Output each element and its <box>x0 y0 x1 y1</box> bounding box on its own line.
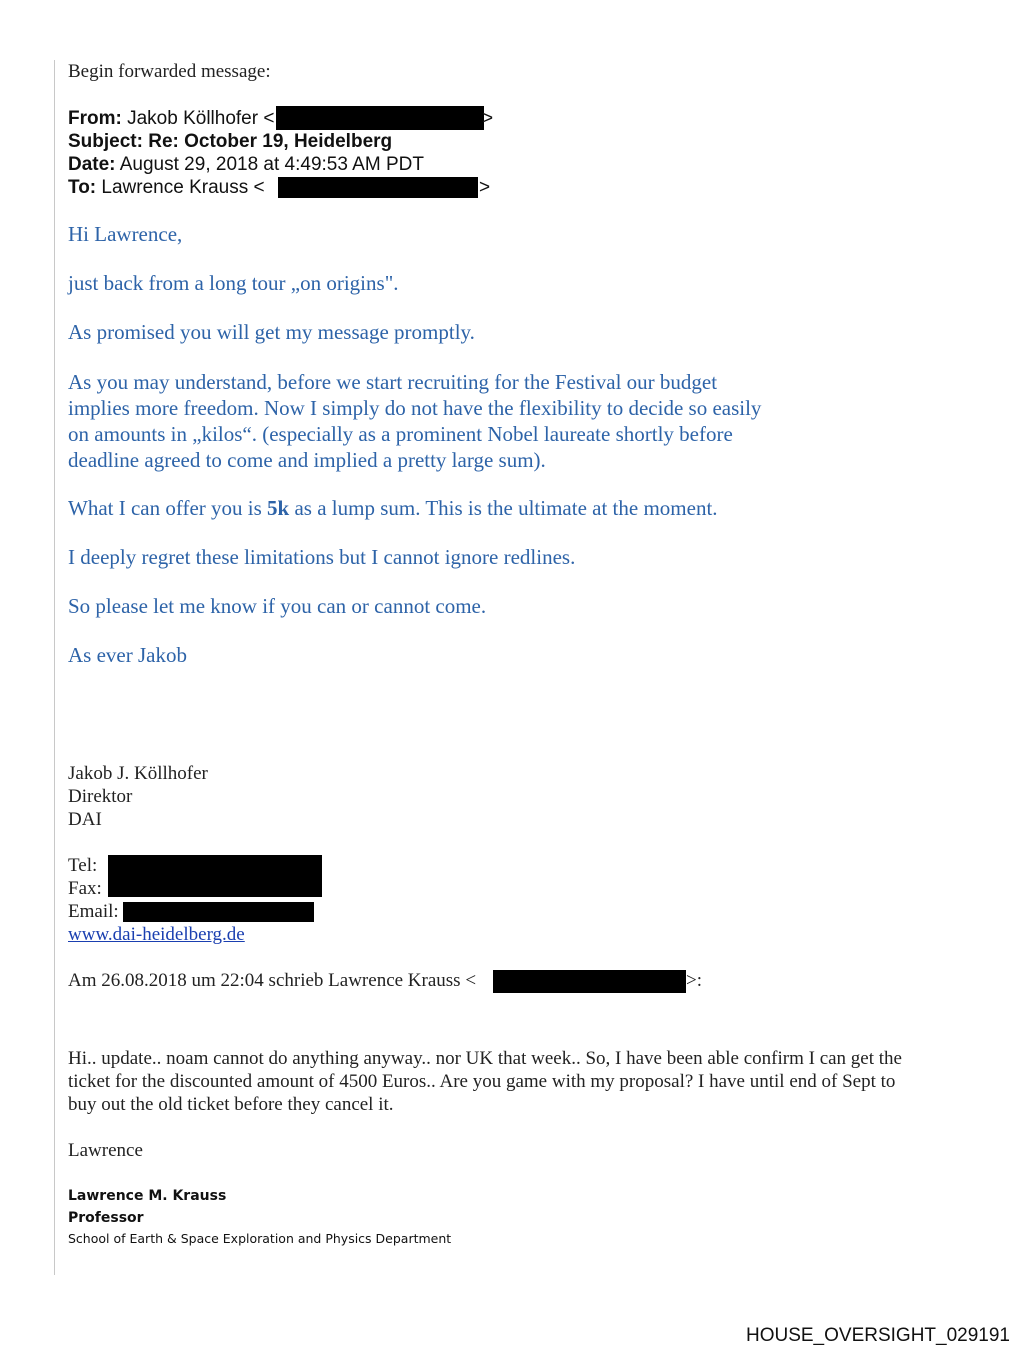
quoted-sig-name: Lawrence M. Krauss <box>68 1188 227 1204</box>
quoted-body <box>68 1047 902 1116</box>
email-label: Email: <box>68 901 119 922</box>
redaction-from-email <box>276 106 484 130</box>
from-value: Jakob Köllhofer < <box>127 108 275 129</box>
body-paragraph-5: I deeply regret these limitations but I cannot ignore redlines. <box>68 545 576 569</box>
subject-label: Subject: <box>68 131 143 152</box>
body-paragraph-3-line: implies more freedom. Now I simply do not have the flexibility to decide so easily <box>68 396 762 420</box>
subject-value: Re: October 19, Heidelberg <box>148 131 393 152</box>
quoted-line: Hi.. update.. noam cannot do anything anyway.. nor UK that week.. So, I have been able confirm I can get the <box>68 1048 902 1069</box>
redaction-tel-fax <box>108 855 322 897</box>
body-paragraph-2: As promised you will get my message promptly. <box>68 320 475 344</box>
signature-title: Direktor <box>68 786 133 807</box>
redaction-to-email <box>278 177 478 198</box>
signature-block <box>68 762 208 831</box>
to-value: Lawrence Krauss < <box>101 177 265 198</box>
body-paragraph-3-line: deadline agreed to come and implied a pretty large sum). <box>68 448 546 472</box>
from-label: From: <box>68 108 122 129</box>
quoted-intro-end: >: <box>686 970 702 991</box>
tel-label: Tel: <box>68 855 98 876</box>
subject-line <box>68 130 392 153</box>
quoted-sig-dept: School of Earth & Space Exploration and Physics Department <box>68 1231 452 1246</box>
redaction-email <box>123 902 314 922</box>
from-line <box>68 107 274 130</box>
date-label: Date: <box>68 154 116 175</box>
to-close-bracket: > <box>479 177 491 198</box>
to-label: To: <box>68 177 97 198</box>
date-value: August 29, 2018 at 4:49:53 AM PDT <box>119 154 424 175</box>
body-paragraph-6: So please let me know if you can or cannot come. <box>68 594 487 618</box>
from-close-bracket: > <box>482 108 494 129</box>
body-paragraph-3-line: As you may understand, before we start recruiting for the Festival our budget <box>68 370 718 394</box>
quoted-line: buy out the old ticket before they cancel it. <box>68 1094 394 1115</box>
quoted-line: ticket for the discounted amount of 4500 Euros.. Are you game with my proposal? I have until end of Sept to <box>68 1071 896 1092</box>
body-paragraph-4 <box>68 496 718 521</box>
offer-text-pre: What I can offer you is <box>68 496 268 520</box>
to-line <box>68 176 265 199</box>
closing: As ever Jakob <box>68 643 187 667</box>
quoted-sig-title: Professor <box>68 1210 144 1226</box>
body-paragraph-3 <box>68 369 761 473</box>
offer-text-post: as a lump sum. This is the ultimate at the moment. <box>289 496 718 520</box>
signature-name: Jakob J. Köllhofer <box>68 763 208 784</box>
quoted-intro: Am 26.08.2018 um 22:04 schrieb Lawrence Krauss < <box>68 970 477 991</box>
body-paragraph-1: just back from a long tour „on origins". <box>68 271 399 295</box>
signature-org: DAI <box>68 809 102 830</box>
website-link[interactable]: www.dai-heidelberg.de <box>68 924 245 945</box>
fax-label: Fax: <box>68 878 102 899</box>
bates-number: HOUSE_OVERSIGHT_029191 <box>745 1325 1010 1346</box>
quoted-signoff: Lawrence <box>68 1140 143 1161</box>
quote-rule <box>54 60 55 1275</box>
forwarded-label: Begin forwarded message: <box>68 61 271 82</box>
date-line <box>68 153 424 176</box>
offer-amount: 5k <box>267 496 290 520</box>
body-paragraph-3-line: on amounts in „kilos“. (especially as a prominent Nobel laureate shortly before <box>68 422 733 446</box>
greeting: Hi Lawrence, <box>68 222 183 246</box>
redaction-quoted-email <box>493 970 686 993</box>
